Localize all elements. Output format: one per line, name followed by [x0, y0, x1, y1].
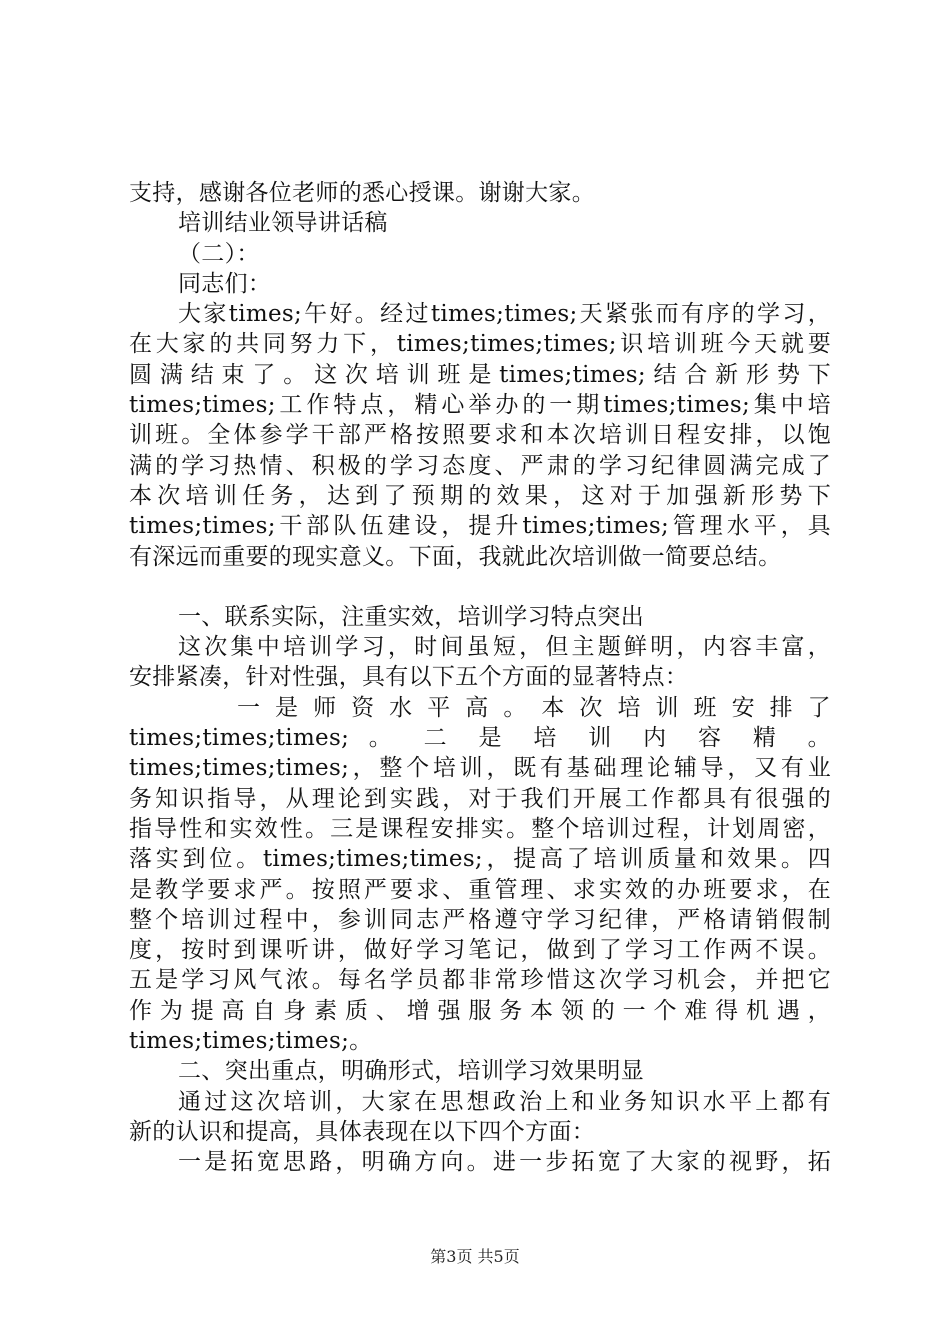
text-line: times;times;times;，整个培训，既有基础理论辅导，又有业: [129, 755, 831, 782]
text-line: times;times;干部队伍建设，提升times;times;管理水平，具: [129, 513, 831, 540]
text-line: 务知识指导，从理论到实践，对于我们开展工作都具有很强的: [129, 785, 831, 812]
text-line: 整个培训过程中，参训同志严格遵守学习纪律，严格请销假制: [129, 906, 831, 933]
text-line: times;times;times; 。 二 是 培 训 内 容 精 。: [129, 725, 831, 752]
text-line: 本次培训任务，达到了预期的效果，这对于加强新形势下: [129, 482, 831, 509]
text-line: 作为提高自身素质、增强服务本领的一个难得机遇，: [129, 997, 831, 1024]
text-line: 一是师资水平高。本次培训班安排了: [237, 694, 831, 721]
section-heading: 一、联系实际，注重实效，培训学习特点突出: [178, 603, 644, 630]
paragraph-gap: [129, 572, 831, 602]
text-line: 通过这次培训，大家在思想政治上和业务知识水平上都有: [178, 1088, 831, 1115]
salutation: 同志们：: [178, 270, 272, 297]
text-line: 落实到位。times;times;times;，提高了培训质量和效果。四: [129, 846, 831, 873]
text-line: 支持，感谢各位老师的悉心授课。谢谢大家。: [129, 180, 595, 206]
section-heading: 二、突出重点，明确形式，培训学习效果明显: [178, 1058, 644, 1085]
text-line: 新的认识和提高，具体表现在以下四个方面：: [129, 1118, 595, 1145]
text-line: times;times;工作特点，精心举办的一期times;times;集中培: [129, 392, 831, 419]
page-footer: 第3页 共5页: [430, 1247, 520, 1266]
speech-title: 培训结业领导讲话稿: [178, 210, 388, 237]
text-line: 在大家的共同努力下，times;times;times;识培训班今天就要: [129, 331, 831, 358]
text-line: 训班。全体参学干部严格按照要求和本次培训日程安排，以饱: [129, 422, 831, 449]
text-line: 指导性和实效性。三是课程安排实。整个培训过程，计划周密，: [129, 815, 831, 842]
document-body: [129, 178, 831, 1178]
text-line: 五是学习风气浓。每名学员都非常珍惜这次学习机会，并把它: [129, 967, 831, 994]
text-line: 有深远而重要的现实意义。下面，我就此次培训做一简要总结。: [129, 543, 782, 570]
text-line: 满的学习热情、积极的学习态度、严肃的学习纪律圆满完成了: [129, 452, 831, 479]
text-line: times;times;times;。: [129, 1028, 373, 1055]
text-line: 安排紧凑，针对性强，具有以下五个方面的显著特点：: [129, 664, 689, 691]
text-line: 大家times;午好。经过times;times;天紧张而有序的学习，: [178, 301, 831, 328]
section-number: （二）：: [178, 240, 260, 267]
text-line: 圆满结束了。这次培训班是times;times;结合新形势下: [129, 361, 831, 388]
text-line: 是教学要求严。按照严要求、重管理、求实效的办班要求，在: [129, 876, 831, 903]
text-line: 度，按时到课听讲，做好学习笔记，做到了学习工作两不误。: [129, 937, 831, 964]
text-line: 一是拓宽思路，明确方向。进一步拓宽了大家的视野，拓: [178, 1149, 831, 1176]
text-line: 这次集中培训学习，时间虽短，但主题鲜明，内容丰富，: [178, 634, 831, 661]
